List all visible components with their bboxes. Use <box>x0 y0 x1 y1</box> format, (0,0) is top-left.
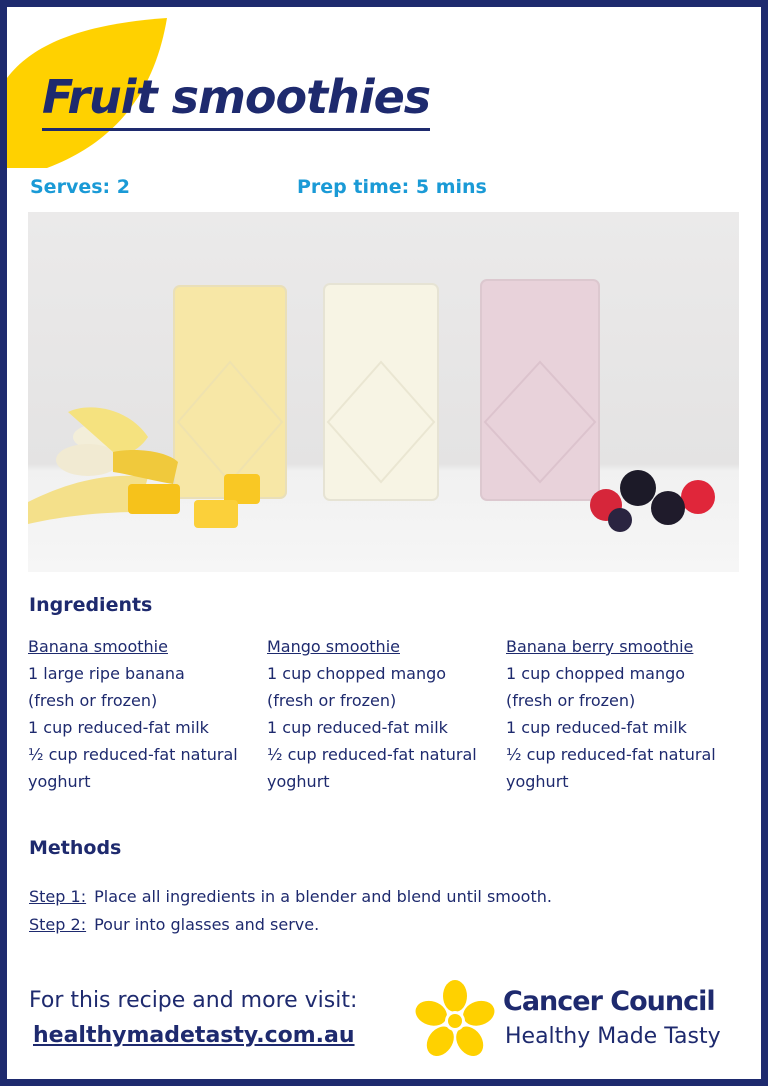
ingredient-line: ½ cup reduced-fat natural <box>267 745 477 764</box>
ingredient-line: (fresh or frozen) <box>28 691 158 710</box>
daffodil-icon <box>414 980 496 1062</box>
step-label: Step 2: <box>29 915 87 934</box>
ingredient-line: 1 cup reduced-fat milk <box>506 718 687 737</box>
ingredient-line: (fresh or frozen) <box>506 691 636 710</box>
step-text: Place all ingredients in a blender and blend until smooth. <box>94 887 552 906</box>
recipe-column-mango <box>267 633 477 795</box>
recipe-column-banana-berry <box>506 633 716 795</box>
step-label: Step 1: <box>29 887 87 906</box>
org-tagline: Healthy Made Tasty <box>505 1024 721 1049</box>
website-link[interactable]: healthymadetasty.com.au <box>33 1023 355 1048</box>
prep-time-label: Prep time: 5 mins <box>297 176 487 198</box>
ingredient-line: 1 cup chopped mango <box>506 664 686 683</box>
recipe-column-banana <box>28 633 238 795</box>
ingredient-line: yoghurt <box>28 772 91 791</box>
ingredient-line: ½ cup reduced-fat natural <box>28 745 238 764</box>
ingredient-line: yoghurt <box>267 772 330 791</box>
serves-label: Serves: 2 <box>30 176 130 198</box>
visit-text: For this recipe and more visit: <box>29 988 358 1013</box>
methods-heading: Methods <box>29 837 122 859</box>
method-steps <box>29 883 552 939</box>
method-step <box>29 883 552 911</box>
ingredient-line: 1 large ripe banana <box>28 664 185 683</box>
method-step <box>29 911 552 939</box>
recipe-name: Banana berry smoothie <box>506 637 694 656</box>
ingredients-heading: Ingredients <box>29 594 153 616</box>
ingredient-line: yoghurt <box>506 772 569 791</box>
ingredient-line: 1 cup reduced-fat milk <box>28 718 209 737</box>
step-text: Pour into glasses and serve. <box>94 915 320 934</box>
ingredient-line: ½ cup reduced-fat natural <box>506 745 716 764</box>
ingredient-line: (fresh or frozen) <box>267 691 397 710</box>
smoothies-photo <box>28 212 739 572</box>
ingredient-line: 1 cup chopped mango <box>267 664 447 683</box>
ingredient-line: 1 cup reduced-fat milk <box>267 718 448 737</box>
recipe-name: Mango smoothie <box>267 637 400 656</box>
recipe-name: Banana smoothie <box>28 637 168 656</box>
org-name: Cancer Council <box>503 986 715 1017</box>
page-title: Fruit smoothies <box>42 70 430 131</box>
